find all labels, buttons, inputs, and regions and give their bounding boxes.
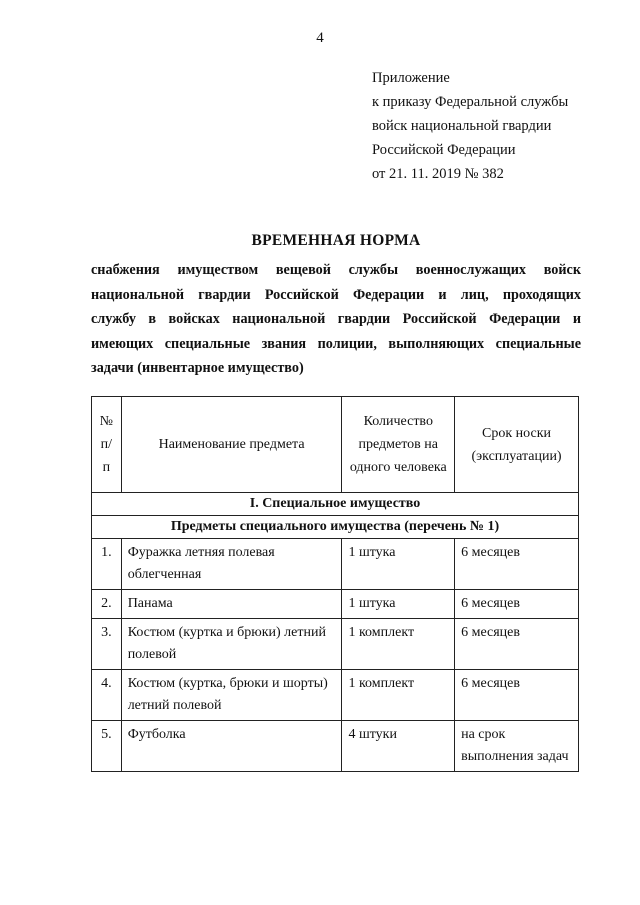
row-term: 6 месяцев — [455, 539, 579, 590]
appendix-line: к приказу Федеральной службы — [372, 94, 569, 110]
table-row — [92, 670, 579, 721]
subtitle-line: национальной гвардии Российской Федерации и лиц, проходящих — [91, 286, 581, 303]
appendix-line: Российской Федерации — [372, 142, 516, 158]
row-name: Футболка — [121, 721, 342, 772]
row-term: 6 месяцев — [455, 619, 579, 670]
row-term: на срок выполнения задач — [455, 721, 579, 772]
appendix-line: Приложение — [372, 70, 450, 86]
section-row — [92, 493, 579, 516]
row-qty: 1 комплект — [342, 619, 455, 670]
row-num: 3. — [92, 619, 122, 670]
header-term: Срок носки (эксплуатации) — [455, 397, 579, 493]
row-num: 1. — [92, 539, 122, 590]
appendix-block — [372, 66, 568, 186]
row-qty: 4 штуки — [342, 721, 455, 772]
row-term: 6 месяцев — [455, 590, 579, 619]
table-row — [92, 721, 579, 772]
row-name: Фуражка летняя полевая облегченная — [121, 539, 342, 590]
table-row — [92, 539, 579, 590]
table-row — [92, 619, 579, 670]
row-name: Панама — [121, 590, 342, 619]
section-title: I. Специальное имущество — [92, 493, 579, 516]
page-number: 4 — [316, 30, 324, 46]
row-term: 6 месяцев — [455, 670, 579, 721]
norm-table — [91, 396, 579, 772]
subsection-row — [92, 516, 579, 539]
row-name: Костюм (куртка и брюки) летний полевой — [121, 619, 342, 670]
subsection-title: Предметы специального имущества (перечень № 1) — [92, 516, 579, 539]
table-row — [92, 590, 579, 619]
row-qty: 1 штука — [342, 539, 455, 590]
header-num-line: № — [99, 414, 114, 429]
row-num: 2. — [92, 590, 122, 619]
appendix-line: от 21. 11. 2019 № 382 — [372, 166, 504, 182]
document-subtitle — [91, 258, 581, 381]
header-num-line: п/п — [100, 437, 113, 475]
header-name: Наименование предмета — [121, 397, 342, 493]
subtitle-line: имеющих специальные звания полиции, выполняющих специальные — [91, 335, 581, 352]
table-header-row — [92, 397, 579, 493]
document-title: ВРЕМЕННАЯ НОРМА — [251, 232, 421, 249]
subtitle-line: задачи (инвентарное имущество) — [91, 360, 304, 376]
header-quantity: Количество предметов на одного человека — [342, 397, 455, 493]
subtitle-line: службу в войсках национальной гвардии Российской Федерации и — [91, 311, 581, 327]
row-name: Костюм (куртка, брюки и шорты) летний полевой — [121, 670, 342, 721]
subtitle-line: снабжения имуществом вещевой службы военнослужащих войск — [91, 262, 581, 278]
appendix-line: войск национальной гвардии — [372, 118, 552, 134]
row-qty: 1 штука — [342, 590, 455, 619]
row-num: 5. — [92, 721, 122, 772]
row-num: 4. — [92, 670, 122, 721]
row-qty: 1 комплект — [342, 670, 455, 721]
header-num — [92, 397, 122, 493]
